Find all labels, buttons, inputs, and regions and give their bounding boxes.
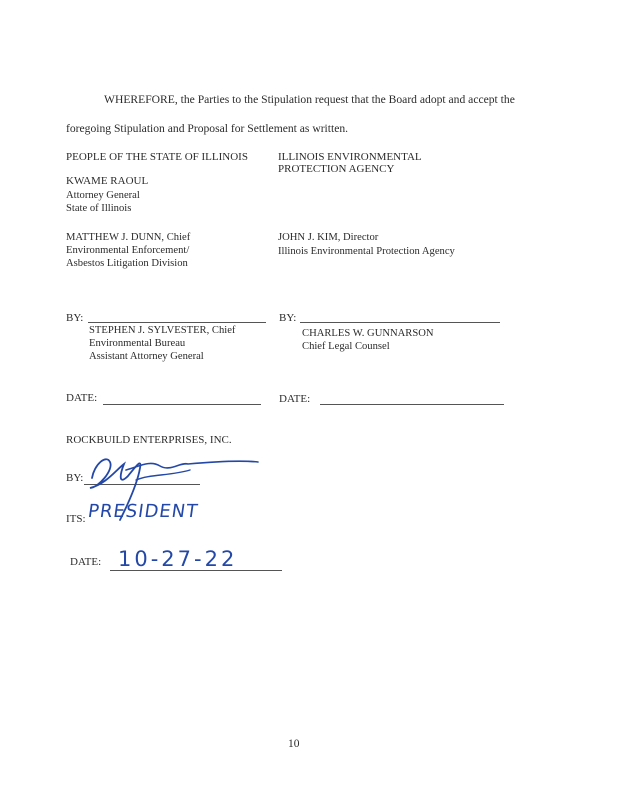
left-signature-line xyxy=(88,322,266,323)
left-signer-name: STEPHEN J. SYLVESTER, Chief xyxy=(89,325,236,336)
respondent-its-label: ITS: xyxy=(66,513,86,525)
chief-name: MATTHEW J. DUNN, Chief xyxy=(66,232,191,243)
ag-title-2: State of Illinois xyxy=(66,203,132,214)
left-by-label: BY: xyxy=(66,312,84,324)
director-name: JOHN J. KIM, Director xyxy=(278,232,379,243)
respondent-its-value: PRESIDENT xyxy=(86,501,200,522)
respondent-date-value: 10-27-22 xyxy=(118,547,238,571)
right-signer-title: Chief Legal Counsel xyxy=(302,341,390,352)
director-title: Illinois Environmental Protection Agency xyxy=(278,246,455,257)
right-signer-name: CHARLES W. GUNNARSON xyxy=(302,328,434,339)
chief-title-1: Environmental Enforcement/ xyxy=(66,245,190,256)
respondent-name: ROCKBUILD ENTERPRISES, INC. xyxy=(66,434,232,446)
iepa-heading-1: ILLINOIS ENVIRONMENTAL xyxy=(278,151,422,163)
right-date-label: DATE: xyxy=(279,393,311,405)
chief-title-2: Asbestos Litigation Division xyxy=(66,258,188,269)
right-by-label: BY: xyxy=(279,312,297,324)
right-signature-line xyxy=(300,322,500,323)
left-date-line xyxy=(103,404,261,405)
page-number: 10 xyxy=(288,738,300,750)
ag-name: KWAME RAOUL xyxy=(66,175,149,187)
closing-line-2: foregoing Stipulation and Proposal for Settlement as written. xyxy=(66,122,349,135)
people-heading: PEOPLE OF THE STATE OF ILLINOIS xyxy=(66,151,248,163)
respondent-date-label: DATE: xyxy=(70,556,102,568)
ag-title-1: Attorney General xyxy=(66,190,140,201)
right-date-line xyxy=(320,404,504,405)
iepa-heading-2: PROTECTION AGENCY xyxy=(278,163,395,175)
left-signer-title-1: Environmental Bureau xyxy=(89,338,186,349)
left-date-label: DATE: xyxy=(66,392,98,404)
left-signer-title-2: Assistant Attorney General xyxy=(89,351,204,362)
closing-line-1: WHEREFORE, the Parties to the Stipulation request that the Board adopt and accept the xyxy=(104,93,515,106)
respondent-by-label: BY: xyxy=(66,472,84,484)
